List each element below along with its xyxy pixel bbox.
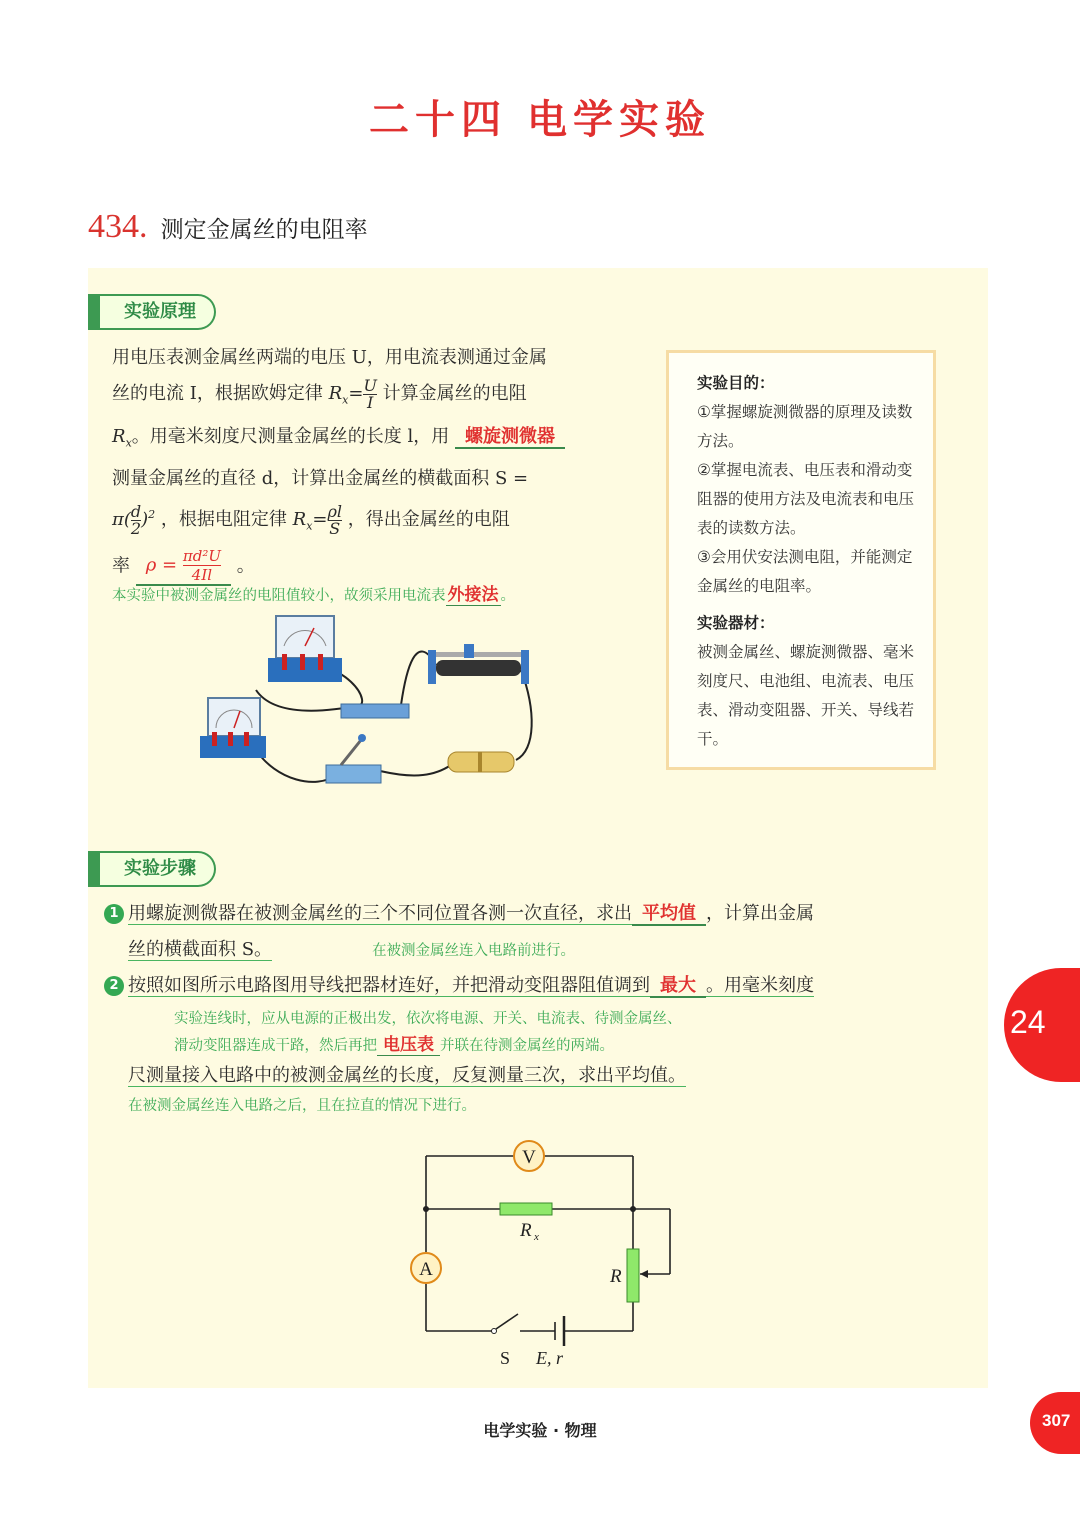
steps-tag: 实验步骤 <box>88 851 216 887</box>
purpose-equipment-box <box>666 350 936 770</box>
source-label: E, r <box>536 1348 563 1368</box>
purpose-item-1: ①掌握螺旋测微器的原理及读数方法。 <box>697 403 913 450</box>
rx-label: R <box>520 1220 532 1241</box>
principle-line-4: 测量金属丝的直径 d，计算出金属丝的横截面积 S = <box>112 468 529 490</box>
principle-line-5: π( $\frac{d}{2}$ )$^2$ ，根据电阻定律 $R_x=$ $\frac{\rho l}{S}$ ，得出金属丝的电阻 <box>112 501 510 538</box>
voltmeter-device <box>268 616 342 682</box>
principle-note: 本实验中被测金属丝的电阻值较小，故须采用电流表 外接法 。 <box>112 585 515 605</box>
principle-line-1: 用电压表测金属丝两端的电压 U，用电流表测通过金属 <box>112 347 547 368</box>
chapter-tab <box>1004 968 1080 1082</box>
rx-resistor <box>500 1203 552 1215</box>
step-2-note: 实验连线时，应从电源的正极出发，依次将电源、开关、电流表、待测金属丝、 滑动变阻器连成干路，然后再把 电压表 并联在待测金属丝的两端。 <box>174 1011 682 1055</box>
section-heading <box>88 208 368 246</box>
circuit-diagram <box>400 1136 690 1376</box>
step-3: 尺测量接入电路中的被测金属丝的长度，反复测量三次，求出平均值。 <box>128 1065 686 1086</box>
equipment-heading: 实验器材： <box>697 614 775 632</box>
formula-area: π( $\frac{d}{2}$ )$^2$ <box>112 501 156 538</box>
section-number: 434. <box>88 208 148 245</box>
fill-maximum: 最大 <box>650 975 706 998</box>
formula-ohm: $R_x=$ $\frac{U}{I}$ <box>328 375 377 412</box>
voltmeter-label: V <box>522 1147 536 1168</box>
section-title: 测定金属丝的电阻率 <box>160 217 368 243</box>
chapter-tab-number: 24 <box>1010 1004 1046 1040</box>
fill-external-connection: 外接法 <box>447 585 499 605</box>
ammeter-label: A <box>419 1259 433 1280</box>
principle-line-6: 率 ρ = $\frac{\text{πd²U}}{4Il}$ 。 <box>112 546 255 584</box>
apparatus-illustration <box>196 610 541 800</box>
rheostat-resistor <box>627 1249 639 1302</box>
purpose-item-2: ②掌握电流表、电压表和滑动变阻器的使用方法及电流表和电压表的读数方法。 <box>697 461 915 537</box>
switch-label: S <box>500 1348 511 1368</box>
page-number: 307 <box>1042 1411 1071 1430</box>
metal-wire-board <box>341 704 409 718</box>
purpose-heading: 实验目的： <box>697 374 775 392</box>
equipment-list: 被测金属丝、螺旋测微器、毫米刻度尺、电池组、电流表、电压表、滑动变阻器、开关、导线若干。 <box>697 643 915 748</box>
purpose-item-3: ③会用伏安法测电阻，并能测定金属丝的电阻率。 <box>697 548 913 595</box>
principle-line-2: 丝的电流 I，根据欧姆定律 $R_x=$ $\frac{U}{I}$ 计算金属丝的电阻 <box>112 375 527 412</box>
fill-micrometer: 螺旋测微器 <box>455 426 565 449</box>
page-badge <box>1030 1392 1080 1454</box>
step-1: 1 用螺旋测微器在被测金属丝的三个不同位置各测一次直径，求出 平均值 ，计算出金属 丝的横截面积 S。 在被测金属丝连入电路前进行。 <box>104 896 974 969</box>
fill-resistivity: ρ = $\frac{\text{πd²U}}{4Il}$ <box>136 547 231 586</box>
ammeter-device <box>200 698 266 758</box>
switch-device <box>326 734 381 783</box>
step-1-note: 在被测金属丝连入电路前进行。 <box>372 943 576 959</box>
switch-contact <box>492 1329 497 1334</box>
fill-voltmeter: 电压表 <box>377 1035 440 1056</box>
step-3-note: 在被测金属丝连入电路之后，且在拉直的情况下进行。 <box>128 1098 476 1114</box>
fill-average: 平均值 <box>632 903 706 926</box>
footer-text: 电学实验 · 物理 <box>483 1421 597 1440</box>
chapter-title: 二十四 电学实验 <box>369 96 711 143</box>
formula-resistance-law: $R_x=$ $\frac{\rho l}{S}$ <box>292 501 343 538</box>
step-2: 2 按照如图所示电路图用导线把器材连好，并把滑动变阻器阻值调到 最大 。用毫米刻度 <box>104 968 974 1004</box>
principle-text <box>112 340 624 586</box>
rheostat-device <box>428 644 529 684</box>
battery-device <box>448 752 514 772</box>
principle-line-3: $R_x$。用毫米刻度尺测量金属丝的长度 l，用 螺旋测微器 <box>112 419 624 462</box>
rx-sub-label: x <box>534 1231 539 1243</box>
principle-tag: 实验原理 <box>88 294 216 330</box>
step-1-number: 1 <box>104 904 124 924</box>
step-2-number: 2 <box>104 976 124 996</box>
r-label: R <box>610 1266 622 1287</box>
slider-arrow <box>640 1270 648 1278</box>
